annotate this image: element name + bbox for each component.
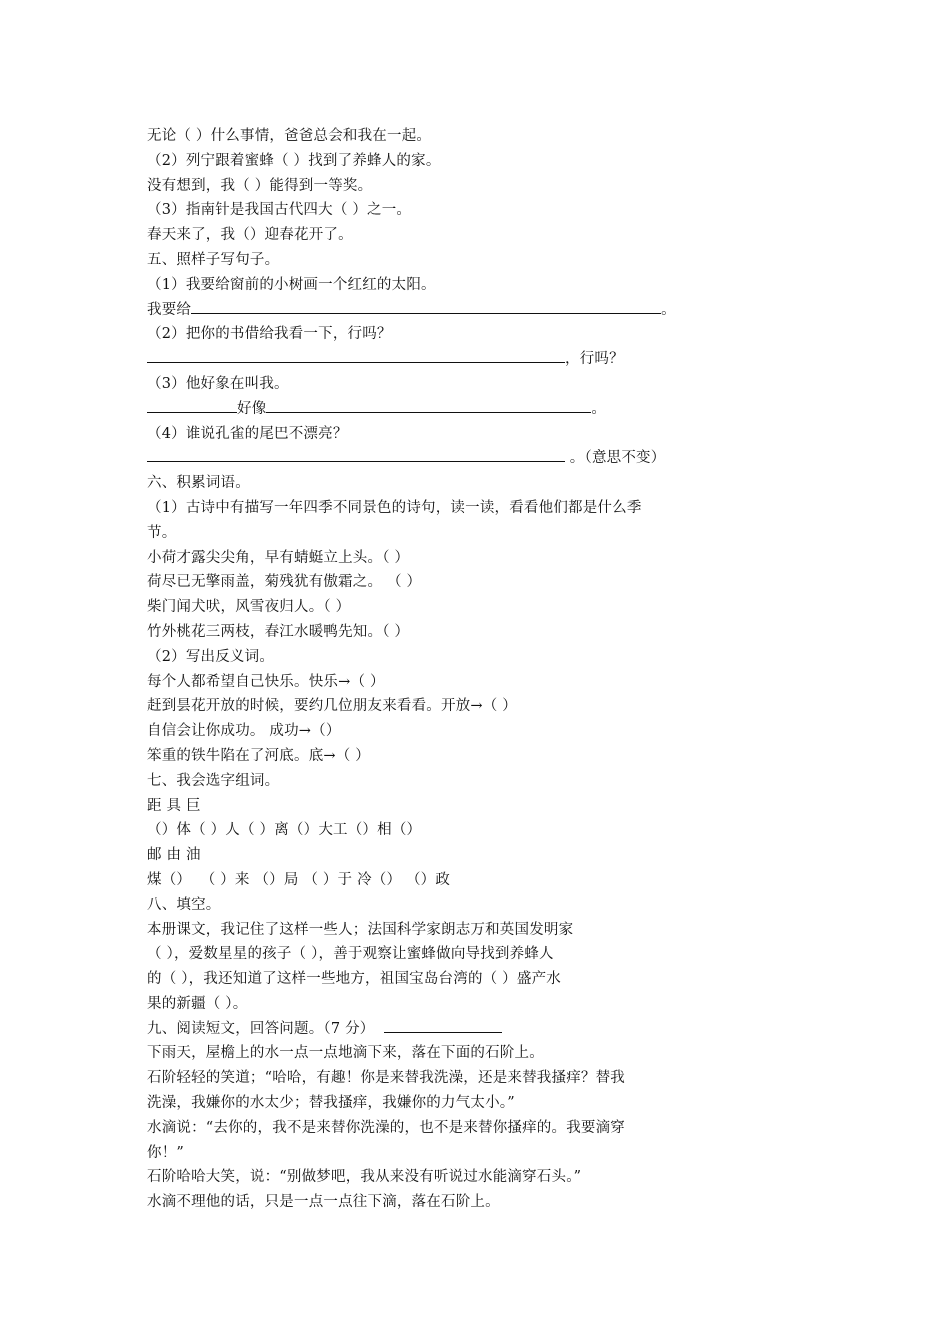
text-line: 无论（ ）什么事情，爸爸总会和我在一起。 bbox=[147, 128, 432, 144]
text-line: （）体（ ）人（ ）离（）大工（）相（） bbox=[147, 822, 422, 839]
text-line: 洗澡，我嫌你的水太少；替我搔痒，我嫌你的力气太小。” bbox=[147, 1095, 515, 1112]
text-line: （3）指南针是我国古代四大（ ）之一。 bbox=[147, 202, 412, 219]
answer-suffix: 。 bbox=[661, 301, 676, 318]
text-line: 煤（） （ ）来 （）局 （ ）于 冷（） （）政 bbox=[147, 871, 451, 888]
text-line: 每个人都希望自己快乐。快乐→（ ） bbox=[147, 673, 385, 690]
worksheet-page bbox=[147, 124, 747, 1215]
answer-blank bbox=[147, 446, 565, 462]
text-line: 的（ ），我还知道了这样一些地方，祖国宝岛台湾的（ ）盛产水 bbox=[147, 971, 561, 988]
answer-line bbox=[147, 298, 747, 323]
text-line: （1）我要给窗前的小树画一个红红的太阳。 bbox=[147, 276, 436, 293]
text-line: 赶到昙花开放的时候，要约几位朋友来看看。开放→（ ） bbox=[147, 698, 517, 715]
text-line: （2）列宁跟着蜜蜂（ ）找到了养蜂人的家。 bbox=[147, 152, 441, 169]
text-line: 石阶哈哈大笑，说：“别做梦吧，我从来没有听说过水能滴穿石头。” bbox=[147, 1169, 582, 1186]
section-heading: 七、我会选字组词。 bbox=[147, 772, 280, 789]
section-heading-with-score bbox=[147, 1017, 747, 1042]
answer-blank bbox=[147, 397, 237, 413]
text-line: 果的新疆（ ）。 bbox=[147, 995, 248, 1012]
text-line: 春天来了，我（）迎春花开了。 bbox=[147, 227, 353, 244]
answer-suffix: ，行吗？ bbox=[565, 351, 624, 368]
text-line: （ ），爱数星星的孩子（ ），善于观察让蜜蜂做向导找到养蜂人 bbox=[147, 946, 554, 963]
text-line: 水滴不理他的话，只是一点一点往下滴，落在石阶上。 bbox=[147, 1194, 500, 1211]
text-line: （3）他好象在叫我。 bbox=[147, 375, 289, 392]
answer-blank bbox=[147, 347, 565, 363]
text-line: （4）谁说孔雀的尾巴不漂亮？ bbox=[147, 425, 348, 442]
answer-line bbox=[147, 347, 747, 372]
text-line: 距 具 巨 bbox=[147, 797, 201, 814]
answer-blank bbox=[191, 298, 661, 314]
answer-prefix: 我要给 bbox=[147, 301, 192, 318]
answer-suffix: 。（意思不变） bbox=[565, 450, 666, 467]
text-line: 节。 bbox=[147, 524, 177, 541]
text-line: 竹外桃花三两枝，春江水暖鸭先知。（ ） bbox=[147, 623, 410, 640]
text-line: 邮 由 油 bbox=[147, 847, 201, 864]
text-line: （2）把你的书借给我看一下，行吗？ bbox=[147, 326, 392, 343]
answer-suffix: 。 bbox=[591, 400, 607, 417]
text-line: 笨重的铁牛陷在了河底。底→（ ） bbox=[147, 747, 370, 764]
text-line: （1）古诗中有描写一年四季不同景色的诗句，读一读，看看他们都是什么季 bbox=[147, 499, 642, 516]
text-line: 小荷才露尖尖角，早有蜻蜓立上头。（ ） bbox=[147, 549, 410, 566]
section-heading: 八、填空。 bbox=[147, 896, 221, 913]
section-heading: 六、积累词语。 bbox=[147, 475, 250, 492]
answer-mid: 好像 bbox=[237, 400, 267, 417]
answer-blank bbox=[266, 397, 591, 413]
section-heading: 五、照样子写句子。 bbox=[147, 251, 280, 268]
text-line: 本册课文，我记住了这样一些人；法国科学家朗志万和英国发明家 bbox=[147, 921, 574, 938]
text-line: 自信会让你成功。 成功→（） bbox=[147, 723, 341, 740]
section-heading: 九、阅读短文，回答问题。（7 分） bbox=[147, 1020, 375, 1037]
text-line: 荷尽已无擎雨盖，菊残犹有傲霜之。 （ ） bbox=[147, 574, 422, 591]
text-line: 水滴说：“去你的，我不是来替你洗澡的，也不是来替你搔痒的。我要滴穿 bbox=[147, 1119, 626, 1136]
score-blank bbox=[384, 1017, 502, 1033]
text-line: （2）写出反义词。 bbox=[147, 648, 275, 665]
text-line: 下雨天，屋檐上的水一点一点地滴下来，落在下面的石阶上。 bbox=[147, 1045, 544, 1062]
text-line: 没有想到，我（ ）能得到一等奖。 bbox=[147, 177, 373, 194]
text-line: 石阶轻轻的笑道；“哈哈，有趣！你是来替我洗澡，还是来替我搔痒？替我 bbox=[147, 1070, 626, 1087]
text-line: 你！” bbox=[147, 1144, 185, 1161]
answer-line bbox=[147, 446, 747, 471]
text-line: 柴门闻犬吠，风雪夜归人。（ ） bbox=[147, 599, 351, 616]
answer-line bbox=[147, 397, 747, 422]
